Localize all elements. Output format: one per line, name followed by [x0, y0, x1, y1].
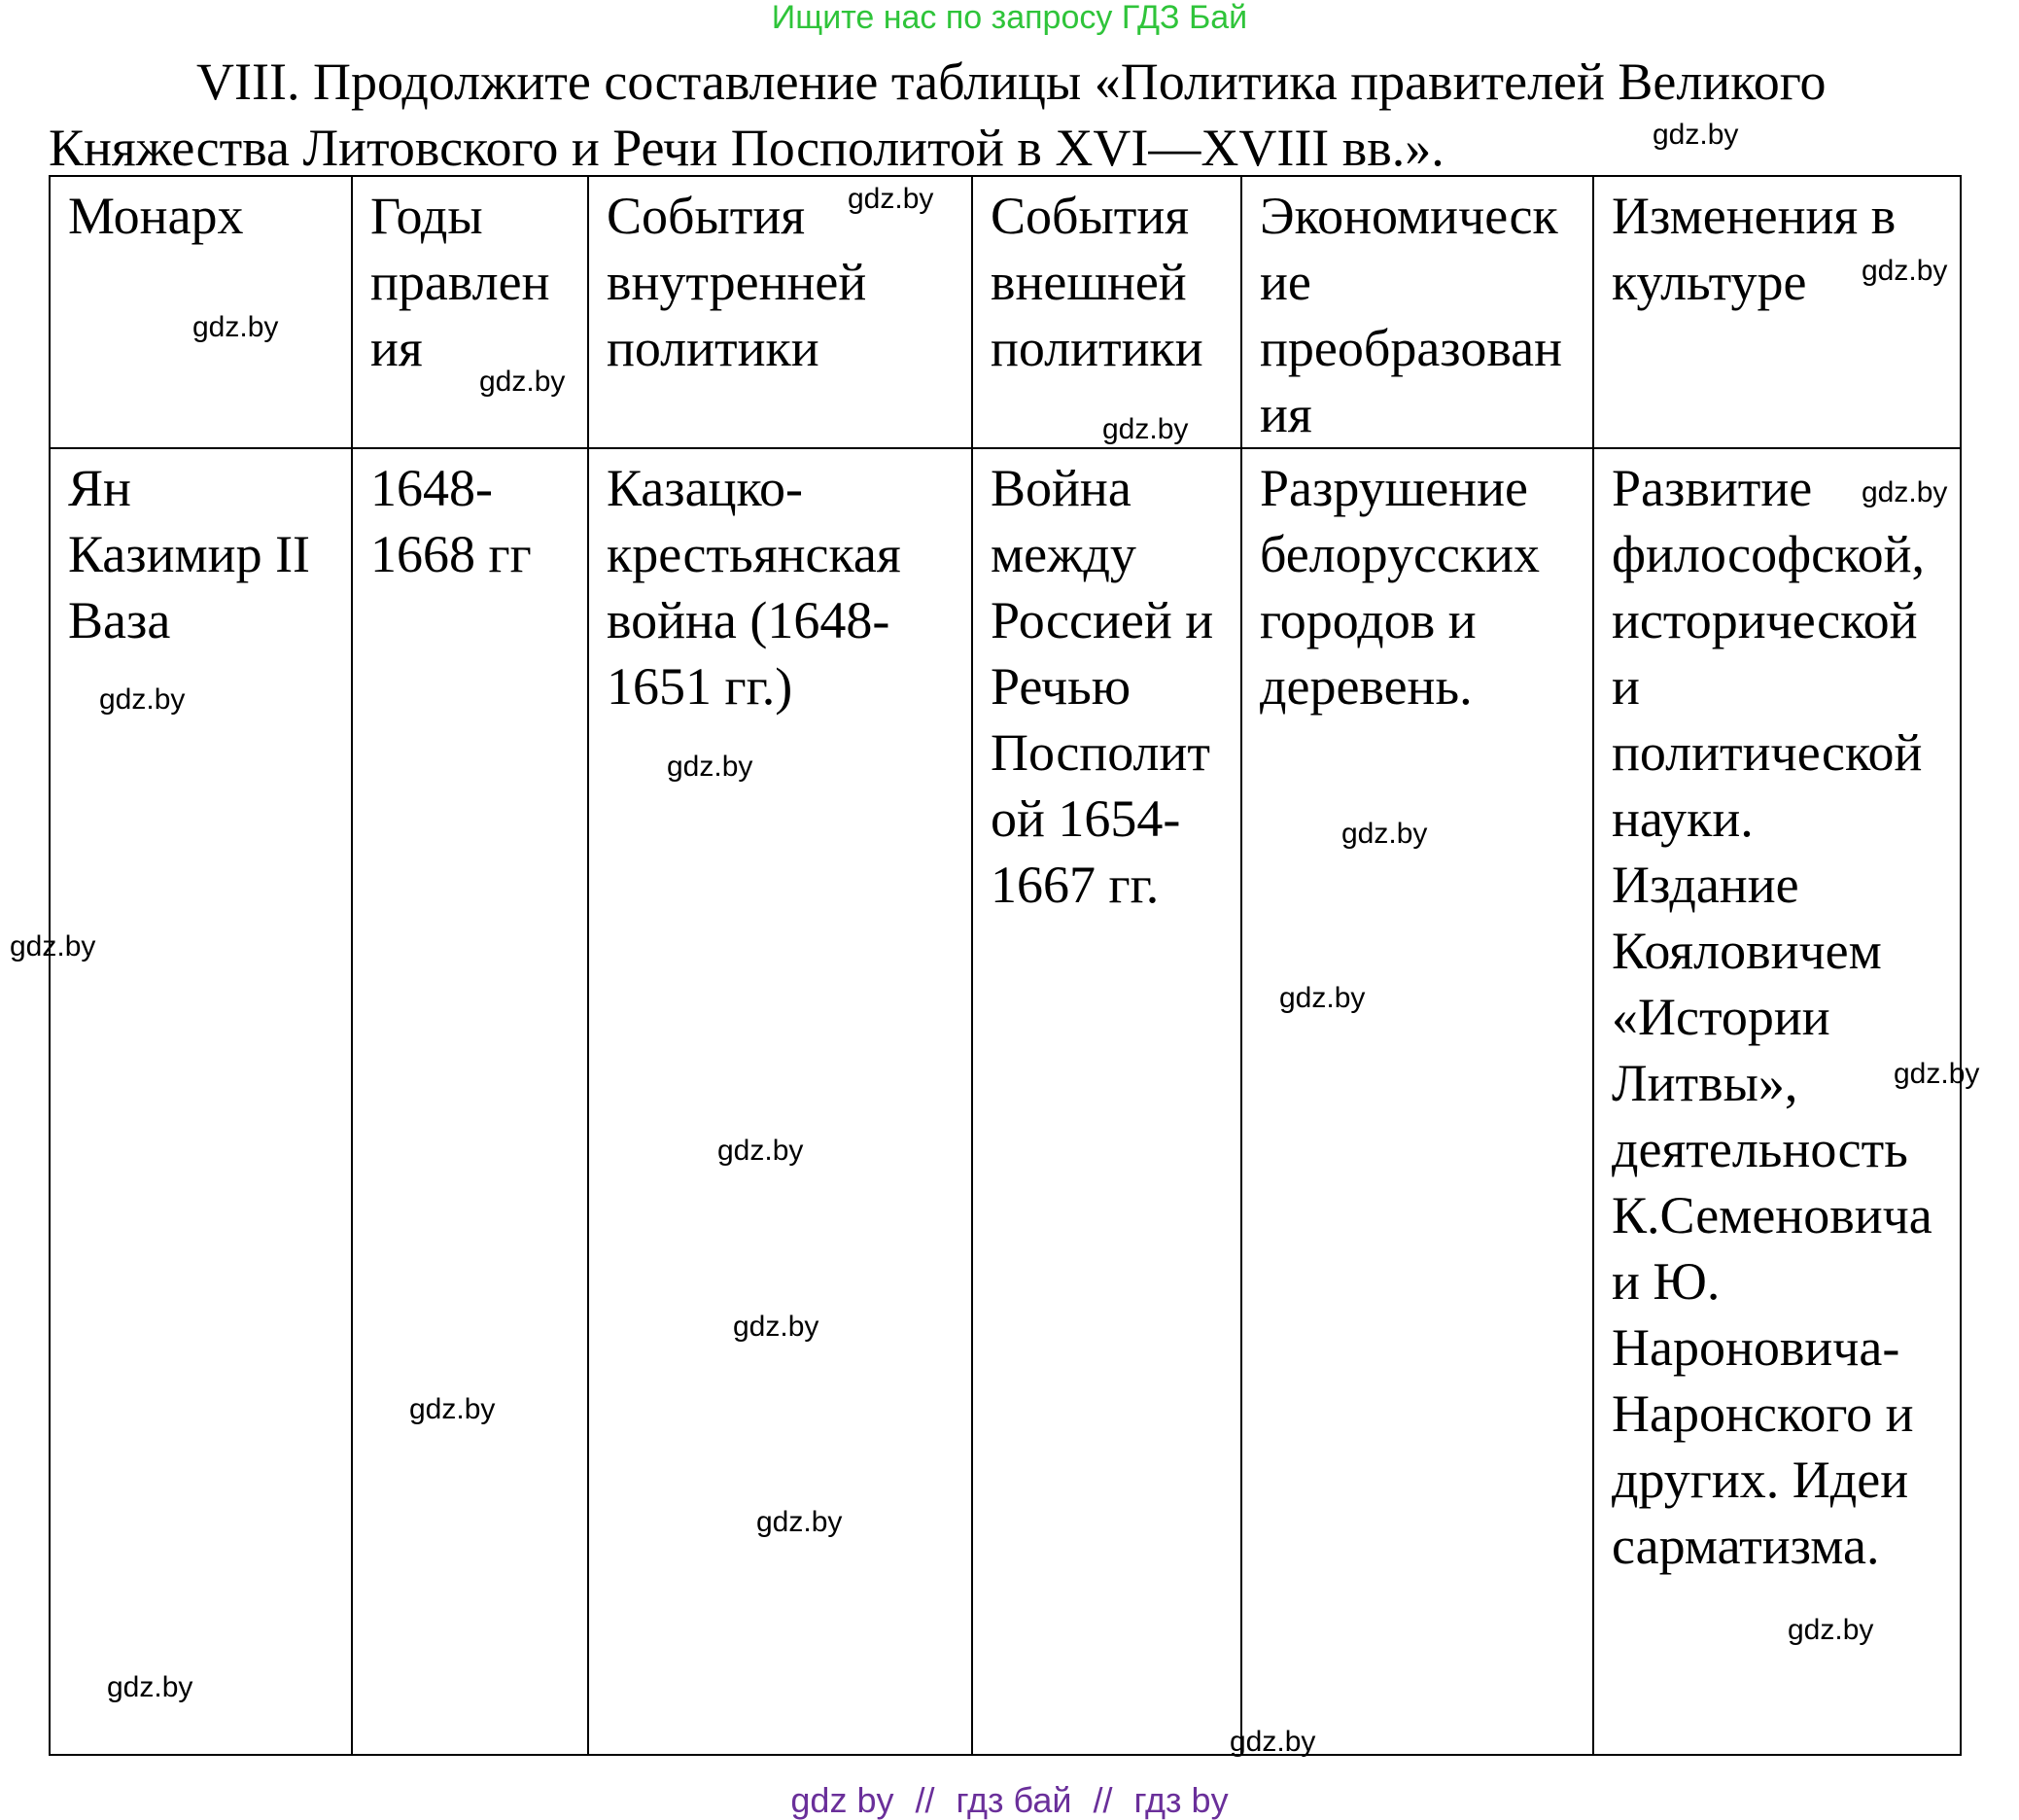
watermark: gdz.by	[1653, 119, 1739, 151]
cell-culture-changes: Развитие философской, исторической и политической науки. Издание Кояловичем «Истории Литвы», деятельность К.Семеновича и Ю. Нароновича-Наронского и других. Идеи сарматизма.	[1593, 448, 1961, 1755]
header-monarch: Монарх	[50, 176, 352, 448]
cell-monarch: Ян Казимир II Ваза	[50, 448, 352, 1755]
header-economic-reforms: Экономические преобразования	[1241, 176, 1593, 448]
watermark: gdz.by	[733, 1311, 819, 1343]
watermark: gdz.by	[848, 183, 934, 215]
footer-separator: //	[915, 1780, 935, 1820]
watermark: gdz.by	[192, 311, 279, 343]
cell-economic-reforms: Разрушение белорусских городов и деревень.	[1241, 448, 1593, 1755]
watermark: gdz.by	[717, 1135, 804, 1167]
rulers-policy-table	[49, 175, 1962, 1756]
footer-link-gdz-by[interactable]: gdz by	[790, 1780, 894, 1820]
watermark: gdz.by	[1894, 1058, 1980, 1090]
header-domestic-policy: События внутренней политики	[588, 176, 972, 448]
watermark: gdz.by	[1230, 1726, 1316, 1758]
watermark: gdz.by	[1862, 476, 1948, 508]
header-foreign-policy: События внешней политики	[972, 176, 1241, 448]
watermark: gdz.by	[10, 930, 96, 962]
footer-link-gdz-by-cyr[interactable]: гдз by	[1133, 1780, 1229, 1820]
watermark: gdz.by	[1788, 1614, 1874, 1646]
footer-links	[0, 1781, 2019, 1820]
watermark: gdz.by	[479, 366, 566, 398]
watermark: gdz.by	[107, 1671, 193, 1703]
task-heading: VIII. Продолжите составление таблицы «Политика правителей Великого Княжества Литовского и Речи Посполитой в XVI—XVIII вв.».	[49, 52, 1827, 177]
table-row	[50, 448, 1961, 1755]
watermark: gdz.by	[1341, 818, 1428, 850]
watermark: gdz.by	[756, 1506, 843, 1538]
header-years: Годы правления	[352, 176, 588, 448]
watermark: gdz.by	[667, 751, 753, 783]
watermark: gdz.by	[99, 683, 186, 716]
watermark: gdz.by	[1102, 413, 1189, 445]
watermark: gdz.by	[409, 1393, 496, 1425]
watermark: gdz.by	[1862, 255, 1948, 287]
cell-years: 1648-1668 гг	[352, 448, 588, 1755]
watermark: gdz.by	[1279, 982, 1366, 1014]
search-banner: Ищите нас по запросу ГДЗ Бай	[771, 0, 1248, 36]
table-header-row	[50, 176, 1961, 448]
header-culture-changes: Изменения в культуре	[1593, 176, 1961, 448]
cell-domestic-policy: Казацко-крестьянская война (1648-1651 гг.)	[588, 448, 972, 1755]
footer-separator: //	[1093, 1780, 1113, 1820]
cell-foreign-policy: Война между Россией и Речью Посполитой 1654-1667 гг.	[972, 448, 1241, 1755]
footer-link-gdz-bay[interactable]: гдз бай	[956, 1780, 1072, 1820]
